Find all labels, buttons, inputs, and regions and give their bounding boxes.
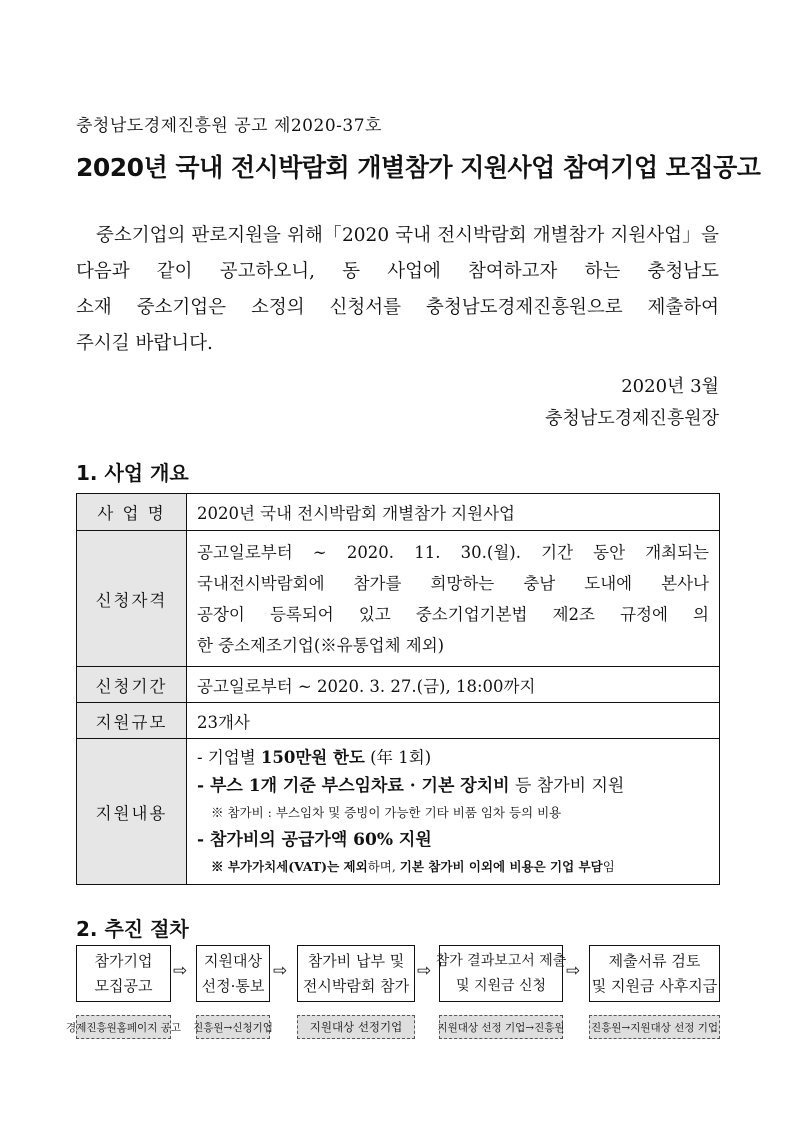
step-text: 전시박람회 참가: [302, 976, 410, 995]
support-note-text: 기본 참가비 이외에 비용은 기업 부담: [399, 858, 603, 874]
row-value: 23개사: [187, 703, 720, 739]
notice-number: 충청남도경제진흥원 공고 제2020-37호: [76, 116, 382, 136]
procedure-step: [589, 945, 720, 1002]
support-line: [197, 744, 709, 772]
row-value: [187, 739, 720, 885]
overview-table: [76, 493, 720, 885]
step-text: 및 지원금 사후지급: [591, 976, 718, 995]
procedure-step: [76, 945, 171, 1002]
intro-line: 소재 중소기업은 소정의 신청서를 충청남도경제진흥원으로 제출하여: [76, 297, 719, 318]
table-row: [77, 703, 720, 739]
row-label: 사 업 명: [77, 494, 187, 531]
table-row: [77, 531, 720, 667]
qualification-line: 국내전시박람회에 참가를 희망하는 충남 도내에 본사나: [197, 573, 709, 593]
procedure-step: [196, 945, 270, 1002]
issuer-name: 충청남도경제진흥원장: [545, 408, 719, 429]
intro-line: 주시길 바랍니다.: [76, 333, 213, 354]
procedure-step: [297, 945, 415, 1002]
support-note: [197, 854, 709, 880]
document-title: 2020년 국내 전시박람회 개별참가 지원사업 참여기업 모집공고: [76, 153, 761, 182]
section-title-procedure: 2. 추진 절차: [76, 917, 189, 941]
support-text: - 기업별: [197, 747, 261, 767]
arrow-right-icon: ⇨: [173, 961, 188, 981]
intro-line: 다음과 같이 공고하오니, 동 사업에 참여하고자 하는 충청남도: [76, 261, 719, 282]
procedure-step: [435, 945, 567, 1002]
support-note: ※ 참가비 : 부스임차 및 증빙이 가능한 기타 비품 임차 등의 비용: [211, 804, 562, 820]
step-actor: 진흥원→지원대상 선정 기업: [589, 1015, 720, 1039]
support-note-text: 하며,: [367, 858, 400, 874]
support-note-text: ※ 부가가치세(VAT)는 제외: [211, 858, 368, 874]
support-line: [197, 772, 709, 800]
step-text: 선정·통보: [201, 976, 265, 995]
row-value: [187, 531, 720, 667]
qualification-line: 한 중소제조기업(※유통업체 제외): [197, 635, 445, 655]
row-value: 공고일로부터 ~ 2020. 3. 27.(금), 18:00까지: [187, 667, 720, 703]
step-text: 참가기업: [94, 951, 153, 970]
row-label: 신청기간: [77, 667, 187, 703]
step-actor: 경제진흥원홈페이지 공고: [76, 1015, 171, 1039]
step-text: 참가 결과보고서 제출: [435, 952, 567, 969]
row-label: 신청자격: [77, 531, 187, 667]
support-items: 부스 1개 기준 부스임차료 · 기본 장치비: [209, 775, 510, 796]
section-title-overview: 1. 사업 개요: [76, 461, 189, 485]
qualification-line: 공장이 등록되어 있고 중소기업기본법 제2조 규정에 의: [197, 604, 709, 624]
row-value: 2020년 국내 전시박람회 개별참가 지원사업: [187, 494, 720, 531]
support-amount: 150만원 한도: [260, 747, 365, 767]
intro-paragraph: [76, 218, 719, 362]
step-text: 모집공고: [94, 976, 153, 995]
step-text: 및 지원금 신청: [455, 977, 547, 994]
table-row: [77, 494, 720, 531]
step-text: 참가비 납부 및: [307, 951, 405, 970]
support-note-text: 임: [602, 858, 615, 874]
support-line: - 참가비의 공급가액 60% 지원: [197, 829, 432, 850]
step-actor: 지원대상 선정 기업→진흥원: [439, 1015, 563, 1039]
arrow-right-icon: ⇨: [273, 961, 288, 981]
row-label: 지원규모: [77, 703, 187, 739]
notice-date: 2020년 3월: [621, 376, 719, 397]
qualification-line: 공고일로부터 ∼ 2020. 11. 30.(월). 기간 동안 개최되는: [197, 542, 709, 562]
step-actor: 지원대상 선정기업: [297, 1015, 415, 1039]
arrow-right-icon: ⇨: [566, 961, 581, 981]
table-row: [77, 739, 720, 885]
arrow-right-icon: ⇨: [417, 961, 432, 981]
row-label: 지원내용: [77, 739, 187, 885]
intro-line: 중소기업의 판로지원을 위해「2020 국내 전시박람회 개별참가 지원사업」을: [96, 225, 719, 246]
table-row: [77, 667, 720, 703]
step-text: 지원대상: [204, 951, 262, 970]
support-text: (年 1회): [364, 747, 432, 767]
support-text: -: [197, 775, 210, 796]
step-text: 제출서류 검토: [608, 951, 701, 970]
step-actor: 진흥원→신청기업: [196, 1015, 270, 1039]
support-text: 등 참가비 지원: [509, 775, 625, 796]
